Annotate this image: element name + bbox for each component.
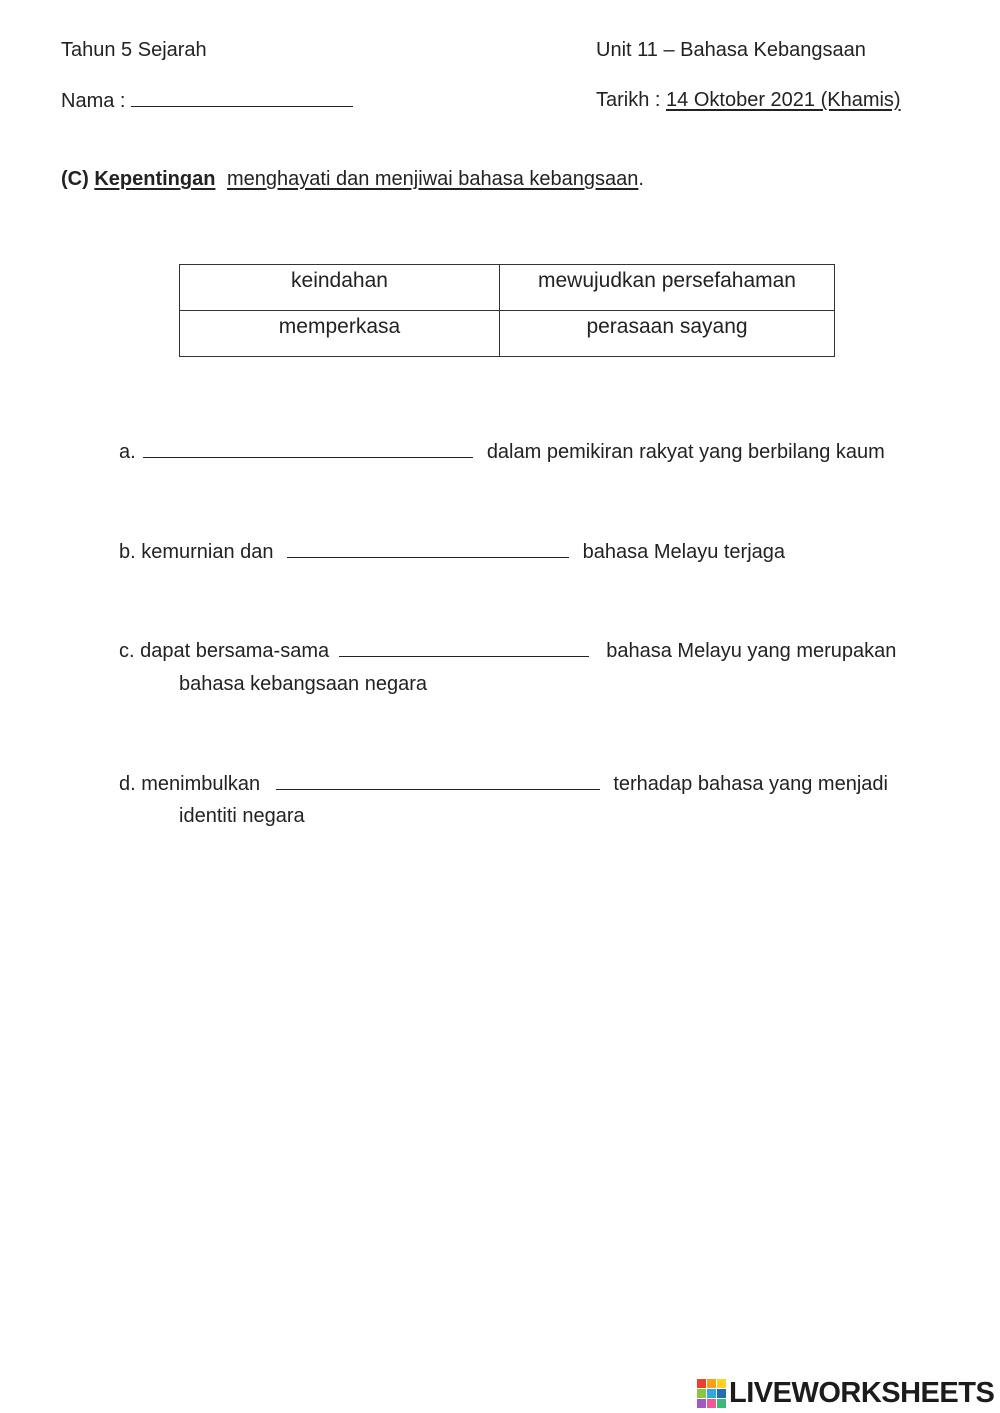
unit-title: Unit 11 – Bahasa Kebangsaan (596, 39, 866, 61)
answer-d-blank[interactable] (276, 771, 600, 790)
question-a-suffix: dalam pemikiran rakyat yang berbilang kaum (486, 441, 885, 463)
question-b-prefix: b. kemurnian dan (119, 541, 274, 563)
section-marker: (C) (61, 168, 89, 190)
question-d (119, 771, 888, 796)
logo-square (717, 1399, 726, 1408)
logo-square (707, 1379, 716, 1388)
name-label: Nama : (61, 90, 132, 112)
word-bank-cell[interactable]: memperkasa (180, 311, 500, 357)
liveworksheets-logo[interactable] (697, 1378, 994, 1408)
logo-square (697, 1379, 706, 1388)
date-label: Tarikh : (596, 89, 667, 111)
answer-b-blank[interactable] (287, 539, 569, 558)
name-field[interactable] (131, 88, 353, 107)
question-d-line2: identiti negara (179, 805, 305, 827)
word-bank-cell[interactable]: mewujudkan persefahaman (500, 265, 835, 311)
question-a (119, 439, 885, 464)
subject-label: Tahun 5 Sejarah (61, 39, 207, 61)
logo-grid-icon (697, 1379, 726, 1408)
question-c (119, 638, 896, 663)
question-c-line2: bahasa kebangsaan negara (179, 673, 427, 695)
answer-c-blank[interactable] (339, 638, 589, 657)
date-value: 14 Oktober 2021 (Khamis) (666, 89, 901, 111)
section-keyword: Kepentingan (94, 168, 216, 190)
question-a-prefix: a. (119, 441, 136, 463)
question-d-suffix: terhadap bahasa yang menjadi (613, 773, 888, 795)
logo-square (717, 1389, 726, 1398)
logo-square (697, 1389, 706, 1398)
answer-a-blank[interactable] (143, 439, 473, 458)
word-bank-row (180, 311, 835, 357)
section-period: . (638, 168, 644, 190)
question-d-prefix: d. menimbulkan (119, 773, 261, 795)
name-row (61, 88, 353, 113)
word-bank-cell[interactable]: perasaan sayang (500, 311, 835, 357)
question-b-suffix: bahasa Melayu terjaga (582, 541, 786, 563)
logo-square (707, 1389, 716, 1398)
word-bank-row (180, 265, 835, 311)
word-bank-cell[interactable]: keindahan (180, 265, 500, 311)
logo-square (707, 1399, 716, 1408)
section-text: menghayati dan menjiwai bahasa kebangsaan (227, 168, 639, 190)
question-b (119, 539, 785, 564)
word-bank-table (179, 264, 835, 357)
question-c-suffix: bahasa Melayu yang merupakan (606, 640, 897, 662)
brand-name: LIVEWORKSHEETS (729, 1376, 995, 1409)
date-row (596, 88, 901, 112)
logo-square (717, 1379, 726, 1388)
logo-square (697, 1399, 706, 1408)
section-heading (61, 167, 644, 191)
question-c-prefix: c. dapat bersama-sama (119, 640, 330, 662)
